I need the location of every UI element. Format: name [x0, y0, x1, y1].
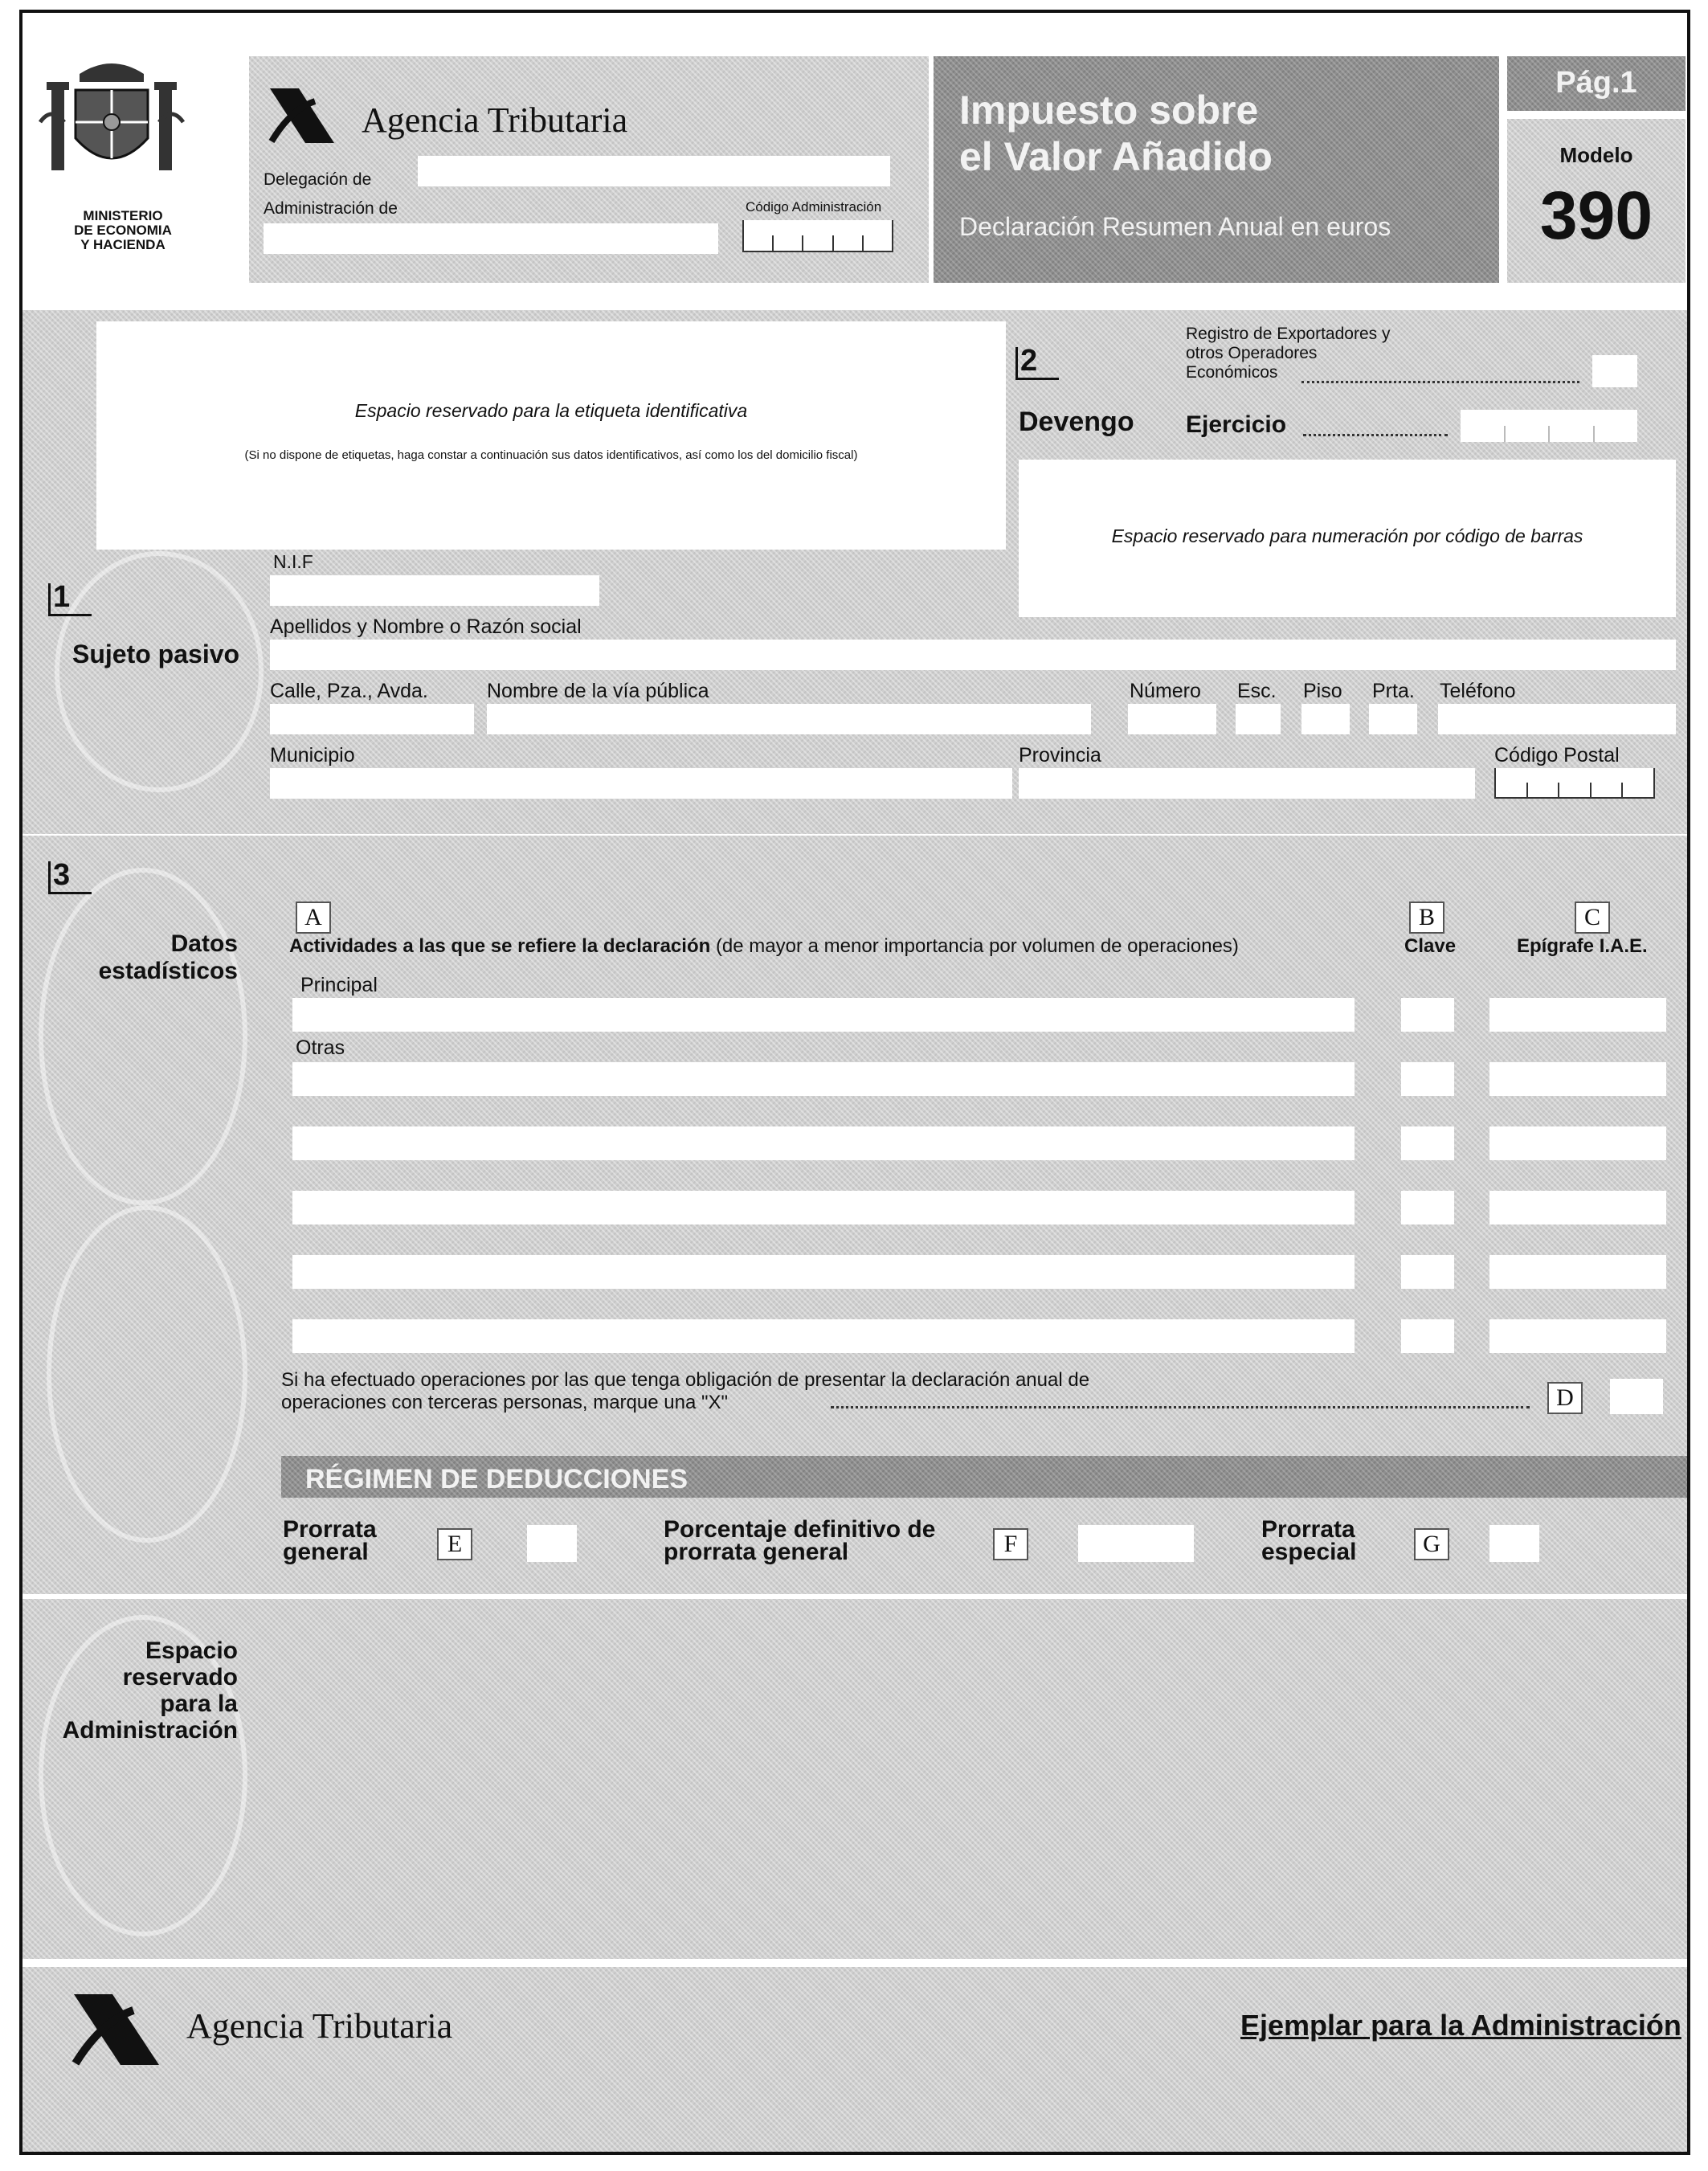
numero-label: Número [1130, 680, 1201, 702]
datos-estadisticos-line: Datos [170, 930, 238, 957]
watermark-decoration [39, 868, 247, 1205]
dot-leader [1301, 381, 1579, 383]
form-page [19, 10, 1690, 2155]
piso-label: Piso [1303, 680, 1342, 702]
calle-label: Calle, Pza., Avda. [270, 680, 428, 702]
tax-subtitle: Declaración Resumen Anual en euros [959, 212, 1391, 241]
agency-header-box [249, 56, 929, 283]
datos-estadisticos-line: estadísticos [98, 958, 238, 984]
actividad-field[interactable] [292, 1191, 1355, 1225]
deducciones-title: RÉGIMEN DE DEDUCCIONES [305, 1464, 689, 1494]
admin-reserved-line: Espacio [145, 1637, 238, 1664]
agency-logo-icon [69, 1989, 164, 2070]
label-area-note: (Si no dispone de etiquetas, haga constar a continuación sus datos identificativos, así como los del domicilio fiscal) [244, 448, 858, 462]
admin-reserved-line: para la [160, 1691, 238, 1717]
epigrafe-field[interactable] [1489, 998, 1666, 1032]
actividad-field[interactable] [292, 1126, 1355, 1160]
page-number: Pág.1 [1555, 66, 1637, 100]
ministry-line: Y HACIENDA [80, 237, 165, 252]
page-number-box [1507, 56, 1686, 111]
footer-agency-name: Agencia Tributaria [186, 2006, 453, 2046]
nombre-label: Apellidos y Nombre o Razón social [270, 615, 582, 638]
esc-field[interactable] [1236, 704, 1281, 734]
nif-label: N.I.F [273, 551, 313, 572]
ejercicio-field[interactable] [1461, 410, 1637, 442]
barcode-text: Espacio reservado para numeración por código de barras [1111, 525, 1583, 546]
datos-estadisticos-label [71, 930, 238, 985]
clave-field[interactable] [1401, 1319, 1454, 1353]
prorrata-especial-line: Prorrata [1261, 1516, 1355, 1543]
section-number-3: 3 [53, 858, 71, 892]
clave-label: Clave [1404, 935, 1457, 957]
terceras-checkbox[interactable] [1610, 1379, 1663, 1414]
tax-title [959, 87, 1273, 180]
codigo-admin-field[interactable] [742, 220, 893, 252]
codigo-postal-label: Código Postal [1494, 744, 1620, 767]
dot-leader [831, 1406, 1530, 1408]
clave-field[interactable] [1401, 998, 1454, 1032]
actividades-heading-rest: (de mayor a menor importancia por volumen de operaciones) [715, 935, 1239, 957]
registro-label-line: Económicos [1186, 363, 1278, 382]
column-letter-e: E [437, 1528, 472, 1560]
codigo-admin-label: Código Administración [746, 199, 882, 215]
terceras-personas-line: operaciones con terceras personas, marque una "X" [281, 1392, 729, 1413]
municipio-field[interactable] [270, 768, 1012, 799]
provincia-label: Provincia [1019, 744, 1101, 767]
registro-label-line: Registro de Exportadores y [1186, 325, 1391, 343]
admin-reserved-label [55, 1637, 238, 1744]
actividad-field[interactable] [292, 1062, 1355, 1096]
modelo-label: Modelo [1559, 143, 1633, 167]
agency-logo-icon [267, 85, 337, 146]
ministry-line: DE ECONOMIA [74, 223, 172, 238]
prorrata-general-field[interactable] [527, 1525, 577, 1562]
porcentaje-prorrata-field[interactable] [1078, 1525, 1194, 1562]
actividad-field[interactable] [292, 1255, 1355, 1289]
prorrata-general-line: Prorrata [283, 1516, 377, 1543]
clave-field[interactable] [1401, 1255, 1454, 1289]
barcode-area [1019, 460, 1676, 617]
delegacion-label: Delegación de [264, 170, 372, 189]
epigrafe-field[interactable] [1489, 1126, 1666, 1160]
prorrata-general-line: general [283, 1539, 369, 1565]
footer [22, 1967, 1687, 2152]
prta-label: Prta. [1372, 680, 1415, 702]
section-number-1: 1 [53, 580, 71, 614]
piso-field[interactable] [1301, 704, 1350, 734]
admin-reserved-line: Administración [62, 1717, 238, 1744]
section-number-2: 2 [1020, 344, 1038, 378]
column-letter-a: A [296, 902, 331, 934]
column-letter-f: F [993, 1528, 1028, 1560]
principal-label: Principal [300, 974, 378, 996]
tax-title-line: Impuesto sobre [959, 88, 1259, 133]
sujeto-pasivo-label: Sujeto pasivo [72, 640, 240, 668]
modelo-number: 390 [1539, 178, 1653, 253]
actividades-heading [289, 935, 1239, 958]
via-field[interactable] [487, 704, 1091, 734]
esc-label: Esc. [1237, 680, 1277, 702]
telefono-field[interactable] [1438, 704, 1676, 734]
prorrata-general-label [283, 1516, 377, 1565]
nif-field[interactable] [270, 575, 599, 606]
column-letter-g: G [1414, 1528, 1449, 1560]
column-letter-d: D [1547, 1382, 1583, 1414]
devengo-label: Devengo [1019, 407, 1134, 437]
deducciones-header [281, 1456, 1687, 1498]
copy-label: Ejemplar para la Administración [1240, 2009, 1681, 2042]
administracion-label: Administración de [264, 199, 398, 218]
porcentaje-prorrata-line: prorrata general [664, 1539, 849, 1565]
tax-title-line: el Valor Añadido [959, 134, 1273, 179]
epigrafe-field[interactable] [1489, 1255, 1666, 1289]
prta-field[interactable] [1369, 704, 1417, 734]
otras-label: Otras [296, 1036, 345, 1059]
epigrafe-field[interactable] [1489, 1319, 1666, 1353]
watermark-decoration [47, 1205, 247, 1543]
column-letter-b: B [1409, 902, 1444, 934]
label-area-title: Espacio reservado para la etiqueta identificativa [354, 400, 748, 421]
agency-name: Agencia Tributaria [362, 100, 628, 140]
modelo-box [1507, 119, 1686, 283]
actividad-field[interactable] [292, 998, 1355, 1032]
column-letter-c: C [1575, 902, 1610, 934]
clave-field[interactable] [1401, 1191, 1454, 1225]
label-area [96, 321, 1006, 550]
tax-title-box [934, 56, 1499, 283]
municipio-label: Municipio [270, 744, 355, 767]
numero-field[interactable] [1128, 704, 1216, 734]
provincia-field[interactable] [1019, 768, 1475, 799]
watermark-decoration [55, 551, 264, 792]
porcentaje-prorrata-label [664, 1516, 936, 1565]
actividad-field[interactable] [292, 1319, 1355, 1353]
registro-label-line: otros Operadores [1186, 344, 1318, 362]
registro-label [1186, 325, 1390, 382]
epigrafe-field[interactable] [1489, 1062, 1666, 1096]
administration-area [22, 1599, 1687, 1959]
nombre-field[interactable] [270, 640, 1676, 670]
calle-field[interactable] [270, 704, 474, 734]
epigrafe-field[interactable] [1489, 1191, 1666, 1225]
delegacion-field[interactable] [418, 156, 890, 186]
administracion-field[interactable] [264, 223, 718, 254]
admin-reserved-line: reservado [122, 1664, 238, 1691]
actividades-heading-bold: Actividades a las que se refiere la declaración [289, 935, 711, 957]
ministry-line: MINISTERIO [83, 208, 163, 223]
statistical-section [22, 836, 1687, 1594]
codigo-postal-field[interactable] [1494, 768, 1655, 799]
prorrata-especial-line: especial [1261, 1539, 1357, 1565]
via-label: Nombre de la vía pública [487, 680, 709, 702]
terceras-personas-line: Si ha efectuado operaciones por las que tenga obligación de presentar la declaración anual de [281, 1369, 1090, 1391]
coat-of-arms-icon [35, 58, 188, 178]
dot-leader [1303, 434, 1448, 436]
clave-field[interactable] [1401, 1126, 1454, 1160]
ministry-name [55, 209, 191, 252]
epigrafe-label: Epígrafe I.A.E. [1517, 935, 1648, 957]
clave-field[interactable] [1401, 1062, 1454, 1096]
telefono-label: Teléfono [1440, 680, 1516, 702]
identification-section [22, 310, 1687, 834]
ejercicio-label: Ejercicio [1186, 411, 1287, 438]
registro-checkbox[interactable] [1592, 355, 1637, 387]
prorrata-especial-field[interactable] [1489, 1525, 1539, 1562]
porcentaje-prorrata-line: Porcentaje definitivo de [664, 1516, 936, 1543]
prorrata-especial-label [1261, 1516, 1357, 1565]
